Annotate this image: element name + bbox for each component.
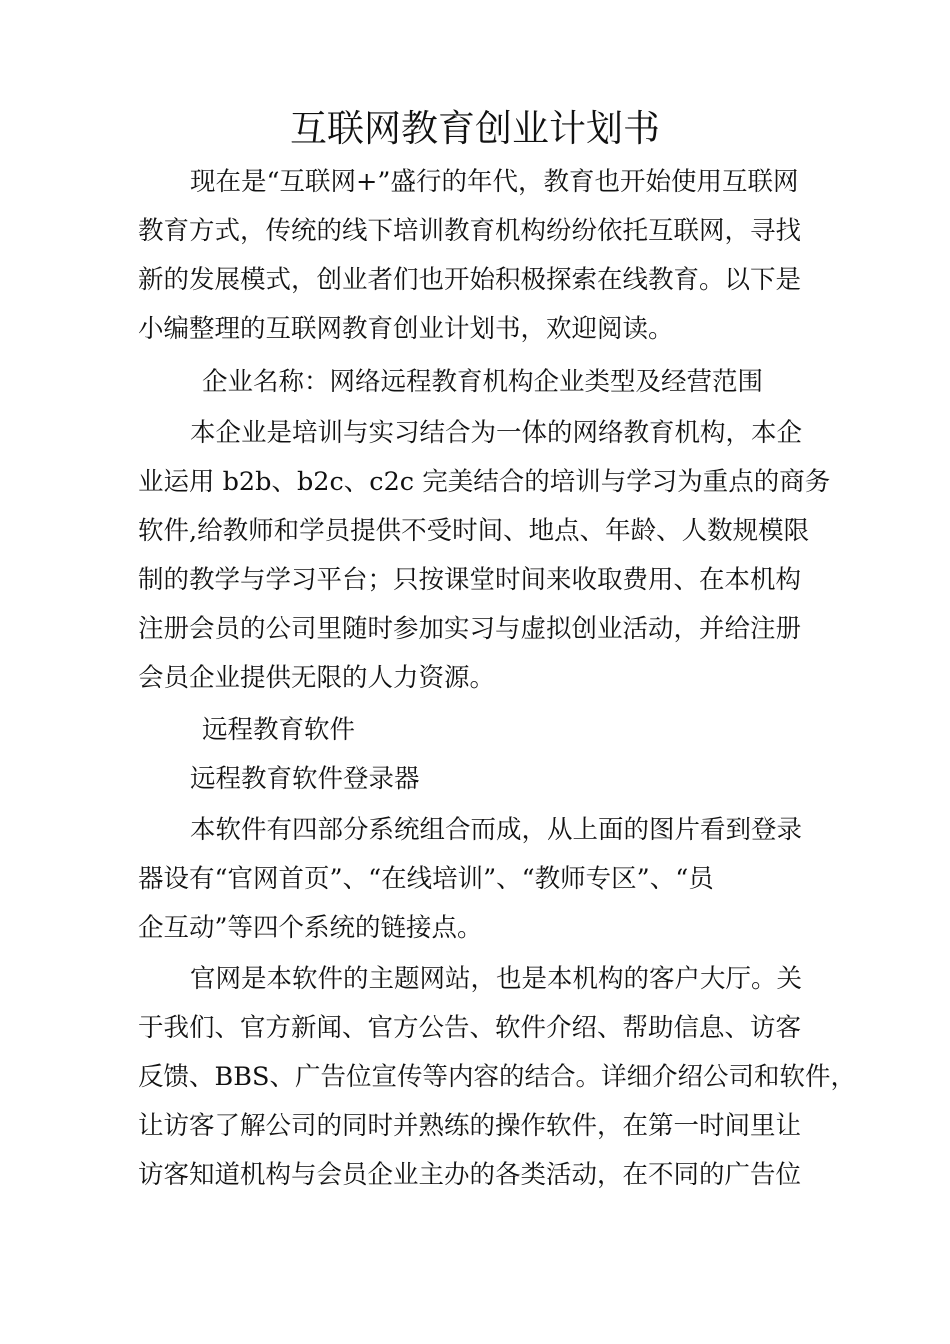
paragraph-2-line-6: 会员企业提供无限的人力资源。: [138, 663, 496, 693]
paragraph-4-line-4: 让访客了解公司的同时并熟练的操作软件，在第一时间里让: [138, 1111, 802, 1141]
paragraph-2-line-3: 软件,给教师和学员提供不受时间、地点、年龄、人数规模限: [138, 516, 810, 546]
paragraph-1-line-2: 教育方式，传统的线下培训教育机构纷纷依托互联网，寻找: [138, 216, 802, 246]
section-heading-software: 远程教育软件: [202, 715, 356, 745]
paragraph-3-line-3: 企互动”等四个系统的链接点。: [138, 913, 483, 943]
paragraph-2-line-2: 业运用 b2b、b2c、c2c 完美结合的培训与学习为重点的商务: [138, 467, 831, 497]
paragraph-4-line-5: 访客知道机构与会员企业主办的各类活动，在不同的广告位: [138, 1160, 802, 1190]
paragraph-2-line-1: 本企业是培训与实习结合为一体的网络教育机构，本企: [190, 418, 803, 448]
paragraph-1-line-4: 小编整理的互联网教育创业计划书，欢迎阅读。: [138, 314, 674, 344]
paragraph-4-line-1: 官网是本软件的主题网站，也是本机构的客户大厅。关: [190, 964, 803, 994]
paragraph-2-line-4: 制的教学与学习平台；只按课堂时间来收取费用、在本机构: [138, 565, 802, 595]
paragraph-3-line-1: 本软件有四部分系统组合而成，从上面的图片看到登录: [190, 815, 803, 845]
paragraph-1-line-1: 现在是“互联网+”盛行的年代，教育也开始使用互联网: [190, 167, 799, 197]
paragraph-3-line-2: 器设有“官网首页”、“在线培训”、“教师专区”、“员: [138, 864, 714, 894]
company-name-line: 企业名称：网络远程教育机构企业类型及经营范围: [202, 367, 764, 397]
paragraph-4-line-3: 反馈、BBS、广告位宣传等内容的结合。详细介绍公司和软件，: [138, 1062, 856, 1092]
paragraph-1-line-3: 新的发展模式，创业者们也开始积极探索在线教育。以下是: [138, 265, 802, 295]
document-title: 互联网教育创业计划书: [290, 107, 660, 150]
paragraph-2-line-5: 注册会员的公司里随时参加实习与虚拟创业活动，并给注册: [138, 614, 802, 644]
section-heading-login: 远程教育软件登录器: [190, 764, 420, 794]
paragraph-4-line-2: 于我们、官方新闻、官方公告、软件介绍、帮助信息、访客: [138, 1013, 802, 1043]
